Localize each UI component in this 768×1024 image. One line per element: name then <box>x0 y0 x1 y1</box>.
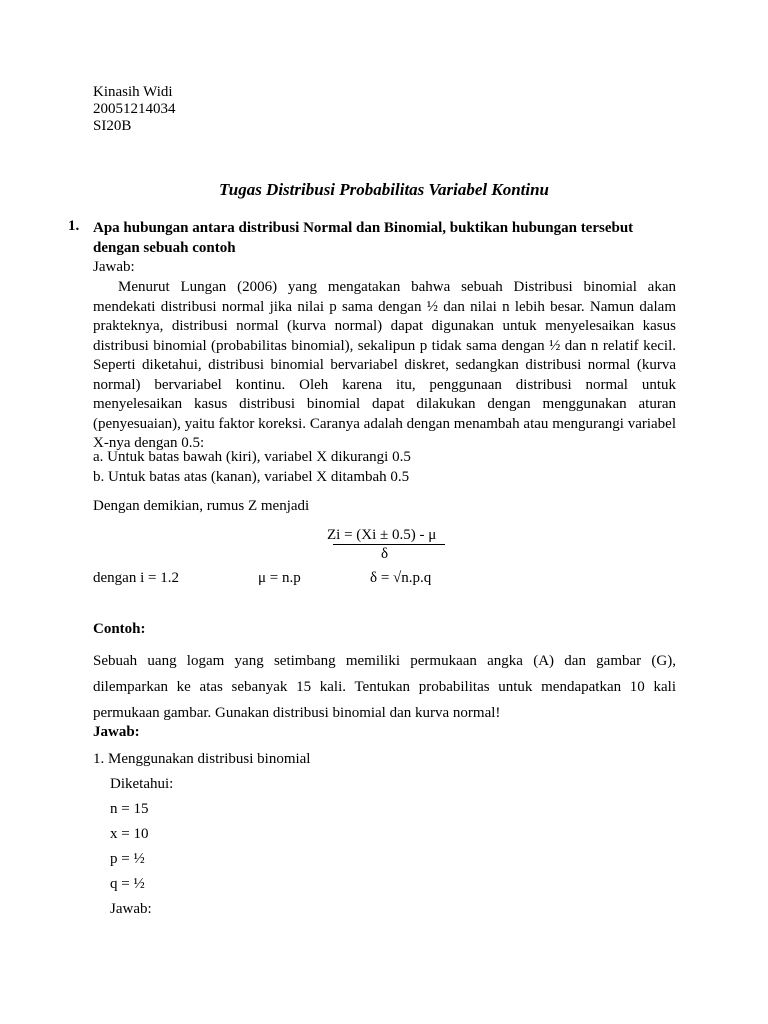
contoh-label: Contoh: <box>93 621 146 637</box>
given-p: p = ½ <box>110 851 145 867</box>
step-1: 1. Menggunakan distribusi binomial <box>93 751 311 767</box>
where-i: dengan i = 1.2 <box>93 570 179 586</box>
answer-label: Jawab: <box>93 259 135 275</box>
given-q: q = ½ <box>110 876 145 892</box>
list-item-b: b. Untuk batas atas (kanan), variabel X ditambah 0.5 <box>93 469 410 485</box>
where-mu: μ = n.p <box>258 570 301 586</box>
class-code: SI20B <box>93 118 132 134</box>
contoh-text: Sebuah uang logam yang setimbang memiliki permukaan angka (A) dan gambar (G), dilemparkan ke atas sebanyak 15 kali. Tentukan probabilitas untuk mendapatkan 10 kali permukaan gambar. Gunakan distribusi binomial dan kurva normal! <box>93 653 676 721</box>
formula-numerator: Zi = (Xi ± 0.5) - μ <box>327 527 437 543</box>
student-id: 20051214034 <box>93 101 176 117</box>
contoh-jawab-label: Jawab: <box>93 724 140 740</box>
answer-paragraph-text: Menurut Lungan (2006) yang mengatakan bahwa sebuah Distribusi binomial akan mendekati distribusi normal jika nilai p sama dengan ½ dan nilai n lebih besar. Namun dalam prakteknya, distribusi normal (kurva normal) dapat digunakan untuk menyelesaikan kasus distribusi binomial (probabilitas binomial), sekalipun p tidak sama dengan ½ dan n relatif kecil. Seperti diketahui, distribusi binomial bervariabel diskret, sedangkan distribusi normal (kurva normal) bervariabel kontinu. Oleh karena itu, penggunaan distribusi normal untuk menyelesaikan kasus distribusi binomial dapat dilakukan dengan menggunakan aturan (penyesuaian), yaitu faktor koreksi. Caranya adalah dengan menambah atau mengurangi variabel X-nya dengan 0.5: <box>93 279 676 451</box>
formula-intro: Dengan demikian, rumus Z menjadi <box>93 498 310 514</box>
given-n: n = 15 <box>110 801 149 817</box>
question-number: 1. <box>68 218 80 234</box>
list-item-a: a. Untuk batas bawah (kiri), variabel X dikurangi 0.5 <box>93 449 411 465</box>
document-title: Tugas Distribusi Probabilitas Variabel Kontinu <box>218 180 549 199</box>
question-text: Apa hubungan antara distribusi Normal dan Binomial, buktikan hubungan tersebut dengan sebuah contoh <box>93 220 634 256</box>
where-delta: δ = √n.p.q <box>370 570 432 586</box>
jawab-label-2: Jawab: <box>110 901 152 917</box>
answer-paragraph <box>93 278 676 454</box>
author-name: Kinasih Widi <box>93 84 173 100</box>
diketahui-label: Diketahui: <box>110 776 174 792</box>
formula-denominator: δ <box>381 546 389 562</box>
fraction-bar <box>333 544 445 545</box>
given-x: x = 10 <box>110 826 149 842</box>
